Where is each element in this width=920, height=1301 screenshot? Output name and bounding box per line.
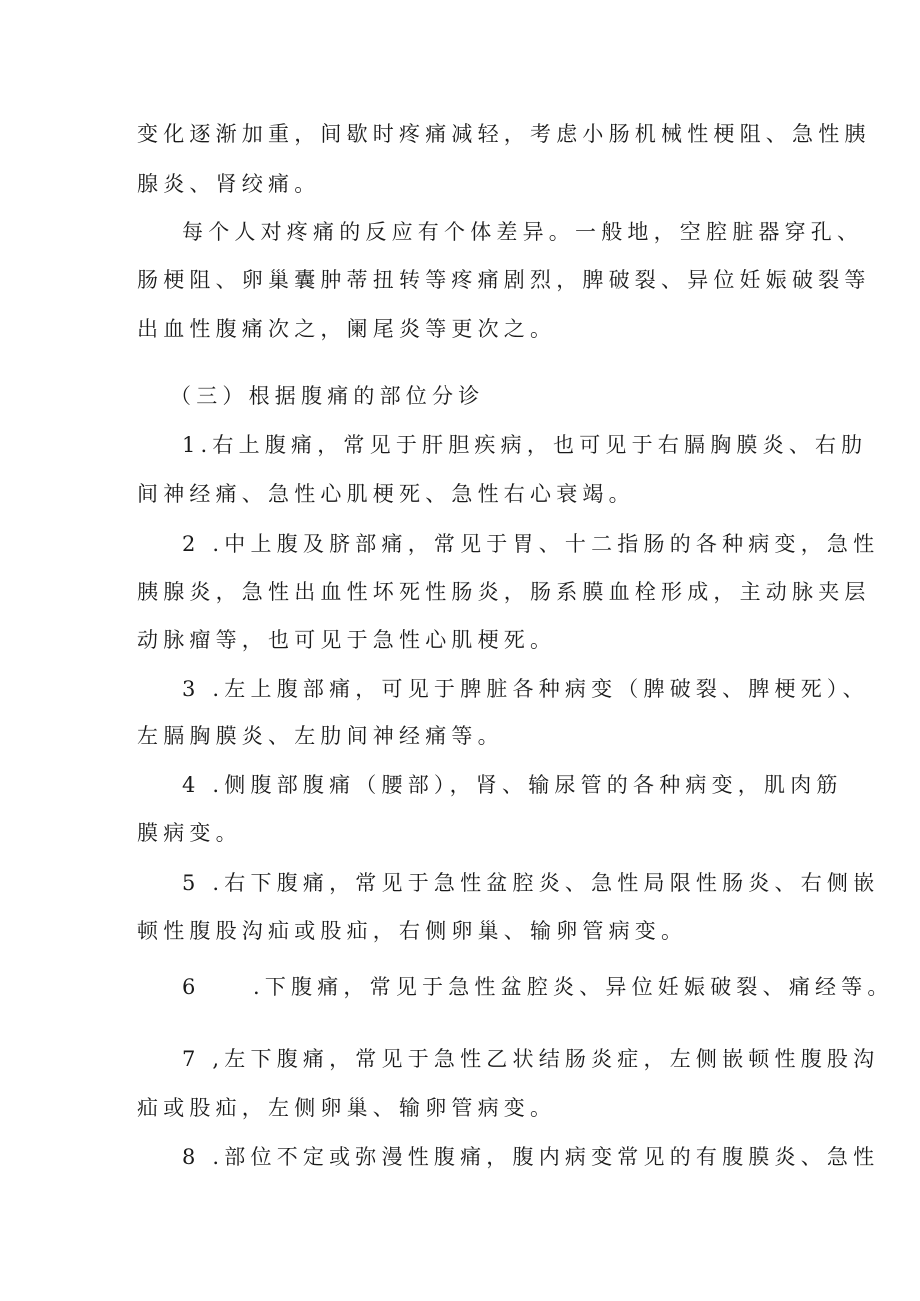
list-item-line: 动脉瘤等，也可见于急性心肌梗死。 [137,628,557,652]
section-heading: （三）根据腹痛的部位分诊 [170,384,485,408]
list-item-line: 间神经痛、急性心肌梗死、急性右心衰竭。 [137,482,635,506]
text-line: 变化逐渐加重，间歇时疼痛减轻，考虑小肠机械性梗阻、急性胰 [137,122,871,146]
list-item-line: 6 .下腹痛，常见于急性盆腔炎、异位妊娠破裂、痛经等。 [182,975,894,999]
list-item-line: 左膈胸膜炎、左肋间神经痛等。 [137,724,504,748]
list-item-line: 胰腺炎，急性出血性坏死性肠炎，肠系膜血栓形成，主动脉夹层 [137,580,871,604]
text-line: 每个人对疼痛的反应有个体差异。一般地，空腔脏器穿孔、 [182,220,864,244]
list-item-line: 7 ,左下腹痛，常见于急性乙状结肠炎症，左侧嵌顿性腹股沟 [182,1047,880,1071]
list-item-line: 疝或股疝，左侧卵巢、输卵管病变。 [137,1096,557,1120]
list-item-line: 3 .左上腹部痛，可见于脾脏各种病变（脾破裂、脾梗死）、 [182,677,869,701]
list-item-line: 4 .侧腹部腹痛（腰部），肾、输尿管的各种病变，肌肉筋 [182,773,843,797]
list-item-line: 2 .中上腹及脐部痛，常见于胃、十二指肠的各种病变，急性 [182,532,880,556]
text-line: 肠梗阻、卵巢囊肿蒂扭转等疼痛剧烈，脾破裂、异位妊娠破裂等 [137,268,871,292]
text-line: 腺炎、肾绞痛。 [137,172,321,196]
list-item-line: 5 .右下腹痛，常见于急性盆腔炎、急性局限性肠炎、右侧嵌 [182,871,880,895]
list-item-line: 膜病变。 [137,821,242,845]
list-item-line: 顿性腹股沟疝或股疝，右侧卵巢、输卵管病变。 [137,919,688,943]
list-item-line: 8 .部位不定或弥漫性腹痛，腹内病变常见的有腹膜炎、急性 [182,1145,880,1169]
text-line: 出血性腹痛次之，阑尾炎等更次之。 [137,317,557,341]
list-item-line: 1.右上腹痛，常见于肝胆疾病，也可见于右膈胸膜炎、右肋 [182,433,868,457]
